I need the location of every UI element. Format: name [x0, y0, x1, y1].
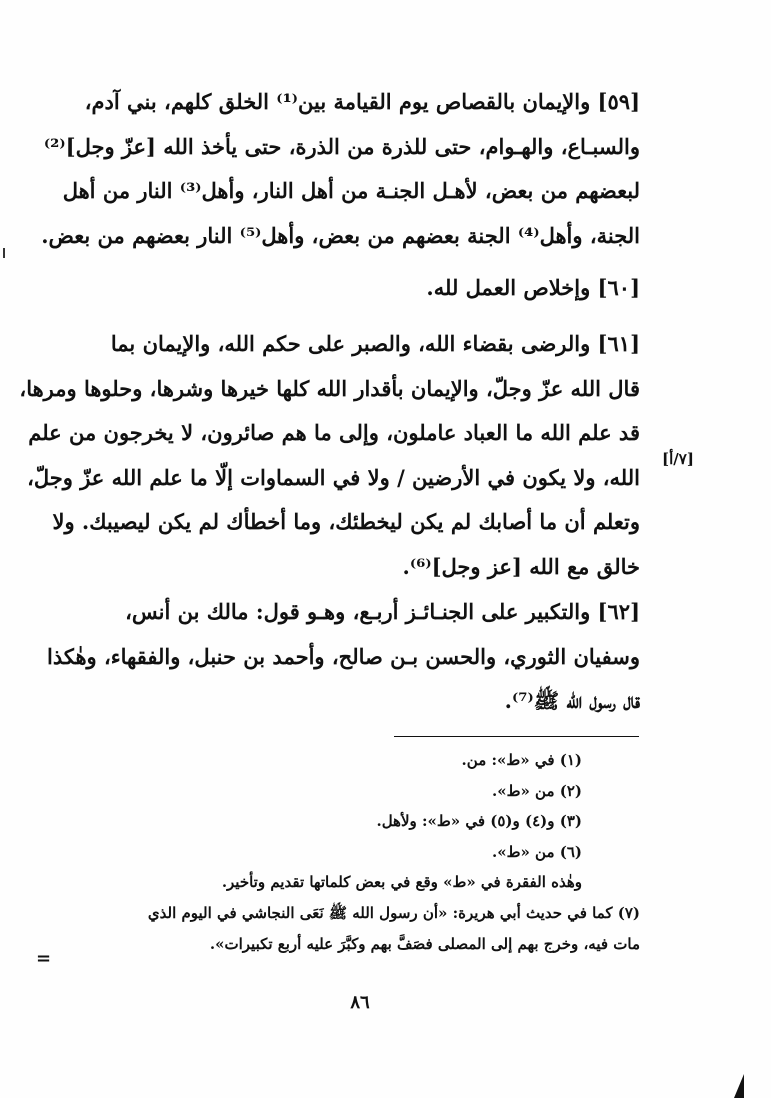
text-line: لبعضهم من بعض، لأهـل الجنـة من أهل النار، وأهل⁽³⁾ النار من أهل	[62, 178, 640, 203]
footnote: وهٰذه الفقرة في «ط» وقع في بعض كلماتها تقديم وتأخير.	[221, 873, 582, 892]
footnote: (٦) من «ط».	[491, 842, 582, 861]
text-line: [٥٩] والإيمان بالقصاص يوم القيامة بين⁽¹⁾ الخلق كلهم، بني آدم،	[84, 89, 640, 114]
paragraph-61	[19, 322, 640, 589]
paragraph-60	[56, 266, 640, 311]
footnote: (٣) و(٤) و(٥) في «ط»: ولأهل.	[376, 812, 582, 831]
footnote: مات فيه، وخرج بهم إلى المصلى فصَفَّ بهم وكبَّرَ عليه أربع تكبيرات».	[209, 934, 640, 953]
page-number: ٨٦	[350, 992, 370, 1013]
footnote: (٧) كما في حديث أبي هريرة: «أن رسول الله ﷺ نَعَى النجاشي في اليوم الذي	[147, 903, 640, 922]
footnote-divider	[394, 736, 639, 737]
text-line: الجنة، وأهل⁽⁴⁾ الجنة بعضهم من بعض، وأهل⁽⁵⁾ النار بعضهم من بعض.	[41, 222, 640, 248]
text-line: الله، ولا يكون في الأرضين / ولا في السماوات إلّا ما علم الله عزّ وجلّ،	[27, 464, 640, 490]
text-line: قال الله عزّ وجلّ، والإيمان بأقدار الله كلها خيرها وشرها، وحلوها ومرها،	[19, 375, 640, 401]
text-line: وسفيان الثوري، والحسن بـن صالح، وأحمد بن حنبل، والفقهاء، وهٰكذا	[47, 643, 640, 669]
text-line: والسبـاع، والهـوام، حتى للذرة من الذرة، حتى يأخذ الله [عزّ وجل]⁽²⁾	[43, 133, 640, 159]
manuscript-folio-reference: [٧/أ]	[662, 450, 694, 468]
footnotes	[40, 745, 640, 959]
text-line: خالق مع الله [عز وجل]⁽⁶⁾.	[402, 553, 640, 579]
scan-edge-mark	[3, 248, 5, 258]
text-line: قال رسول الله ﷺ⁽⁷⁾.	[504, 688, 640, 713]
footnote-continuation-mark: =	[36, 948, 52, 969]
text-line: وتعلم أن ما أصابك لم يكن ليخطئك، وما أخطأك لم يكن ليصيبك. ولا	[52, 509, 640, 534]
text-line: [٦٢] والتكبير على الجنـائـز أربـع، وهـو قول: مالك بن أنس،	[125, 599, 640, 624]
text-line: [٦٠] وإخلاص العمل لله.	[426, 275, 640, 300]
paragraph-59	[41, 80, 640, 258]
scan-corner-mark	[734, 1074, 744, 1098]
text-line: [٦١] والرضى بقضاء الله، والصبر على حكم الله، والإيمان بما	[110, 331, 640, 356]
paragraph-62	[47, 590, 640, 724]
footnote: (٢) من «ط».	[491, 781, 582, 800]
text-line: قد علم الله ما العباد عاملون، وإلى ما هم صائرون، لا يخرجون من علم	[28, 420, 640, 445]
footnote: (١) في «ط»: من.	[461, 751, 582, 769]
